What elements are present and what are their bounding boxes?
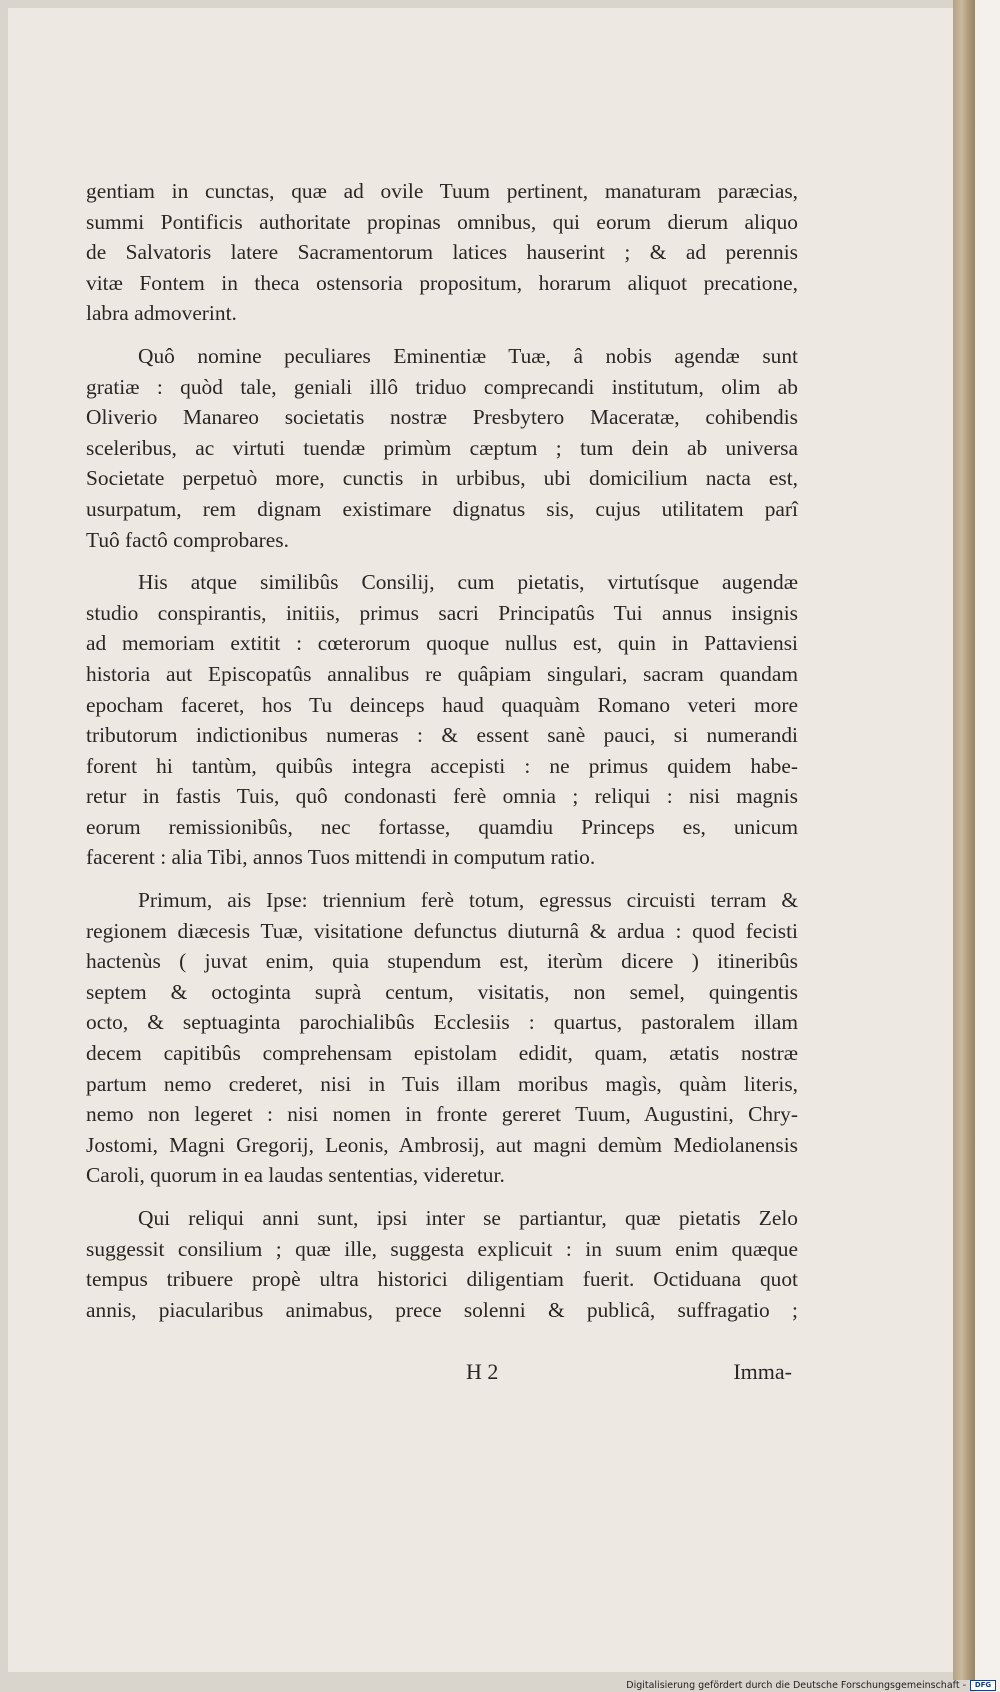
text-line: gentiam in cunctas, quæ ad ovile Tuum pertinent, manaturam paræcias,	[86, 179, 798, 203]
text-line: vitæ Fontem in theca ostensoria propositum, horarum aliquot precatione,	[86, 270, 798, 295]
text-line: nemo non legeret : nisi nomen in fronte gereret Tuum, Augustini, Chry-	[86, 1102, 798, 1127]
text-line: de Salvatoris latere Sacramentorum latices hauserint ; & ad perennis	[86, 240, 798, 265]
signature-mark: H 2	[466, 1359, 499, 1384]
catchword: Imma-	[733, 1359, 792, 1384]
text-line: regionem diæcesis Tuæ, visitatione defunctus diuturnâ & ardua : quod fecisti	[86, 918, 798, 943]
text-line: Qui reliqui anni sunt, ipsi inter se partiantur, quæ pietatis Zelo	[138, 1206, 798, 1230]
book-page	[8, 8, 954, 1672]
text-line: forent hi tantùm, quibûs integra accepisti : ne primus quidem habe-	[86, 753, 798, 778]
paragraph-4	[86, 885, 798, 1191]
book-edge	[953, 0, 977, 1680]
text-line: tempus tribuere propè ultra historici diligentiam fuerit. Octiduana quot	[86, 1267, 798, 1292]
text-line: Societate perpetuò more, cunctis in urbibus, ubi domicilium nacta est,	[86, 466, 798, 491]
text-line: summi Pontificis authoritate propinas omnibus, qui eorum dierum aliquo	[86, 209, 798, 234]
text-line: partum nemo crederet, nisi in Tuis illam moribus magìs, quàm literis,	[86, 1071, 798, 1096]
text-line: decem capitibûs comprehensam epistolam edidit, quam, ætatis nostræ	[86, 1041, 798, 1066]
text-line: epocham faceret, hos Tu deinceps haud quaquàm Romano veteri more	[86, 692, 798, 717]
text-line: facerent : alia Tibi, annos Tuos mittendi in computum ratio.	[86, 845, 596, 870]
body-text	[86, 176, 798, 1337]
text-line: gratiæ : quòd tale, geniali illô triduo comprecandi institutum, olim ab	[86, 374, 798, 399]
text-line: Caroli, quorum in ea laudas sententias, videretur.	[86, 1163, 505, 1188]
text-line: usurpatum, rem dignam existimare dignatus sis, cujus utilitatem parî	[86, 496, 798, 521]
text-line: retur in fastis Tuis, quô condonasti ferè omnia ; reliqui : nisi magnis	[86, 784, 798, 809]
text-line: septem & octoginta suprà centum, visitatis, non semel, quingentis	[86, 979, 798, 1004]
paragraph-2	[86, 341, 798, 555]
text-line: Jostomi, Magni Gregorij, Leonis, Ambrosij, aut magni demùm Mediolanensis	[86, 1132, 798, 1157]
text-line: octo, & septuaginta parochialibûs Ecclesiis : quartus, pastoralem illam	[86, 1010, 798, 1035]
paragraph-3	[86, 567, 798, 873]
text-line: sceleribus, ac virtuti tuendæ primùm cæptum ; tum dein ab universa	[86, 435, 798, 460]
text-line: His atque similibûs Consilij, cum pietatis, virtutísque augendæ	[138, 570, 798, 595]
text-line: Primum, ais Ipse: triennium ferè totum, egressus circuisti terram &	[138, 888, 798, 913]
credit-strip	[0, 1680, 1000, 1692]
text-line: Quô nomine peculiares Eminentiæ Tuæ, â nobis agendæ sunt	[138, 343, 798, 368]
margin-strip	[975, 0, 1000, 1692]
text-line: Tuô factô comprobares.	[86, 527, 289, 552]
text-line: eorum remissionibûs, nec fortasse, quamdiu Princeps es, unicum	[86, 814, 798, 839]
text-line: ad memoriam extitit : cœterorum quoque nullus est, quin in Pattaviensi	[86, 631, 798, 656]
text-line: Oliverio Manareo societatis nostræ Presbytero Maceratæ, cohibendis	[86, 405, 798, 430]
paragraph-5	[86, 1203, 798, 1325]
page-footer	[86, 1359, 798, 1391]
dfg-logo-icon: DFG	[970, 1680, 996, 1691]
text-line: tributorum indictionibus numeras : & essent sanè pauci, si numerandi	[86, 723, 798, 748]
text-line: labra admoverint.	[86, 301, 237, 326]
text-line: annis, piacularibus animabus, prece solenni & publicâ, suffragatio ;	[86, 1297, 798, 1322]
text-line: suggessit consilium ; quæ ille, suggesta explicuit : in suum enim quæque	[86, 1236, 798, 1261]
funding-credit: Digitalisierung gefördert durch die Deutsche Forschungsgemeinschaft -	[626, 1680, 966, 1691]
text-line: historia aut Episcopatûs annalibus re quâpiam singulari, sacram quandam	[86, 661, 798, 686]
paragraph-1	[86, 176, 798, 329]
text-line: hactenùs ( juvat enim, quia stupendum est, iterùm dicere ) itineribûs	[86, 949, 798, 974]
text-line: studio conspirantis, initiis, primus sacri Principatûs Tui annus insignis	[86, 600, 798, 625]
